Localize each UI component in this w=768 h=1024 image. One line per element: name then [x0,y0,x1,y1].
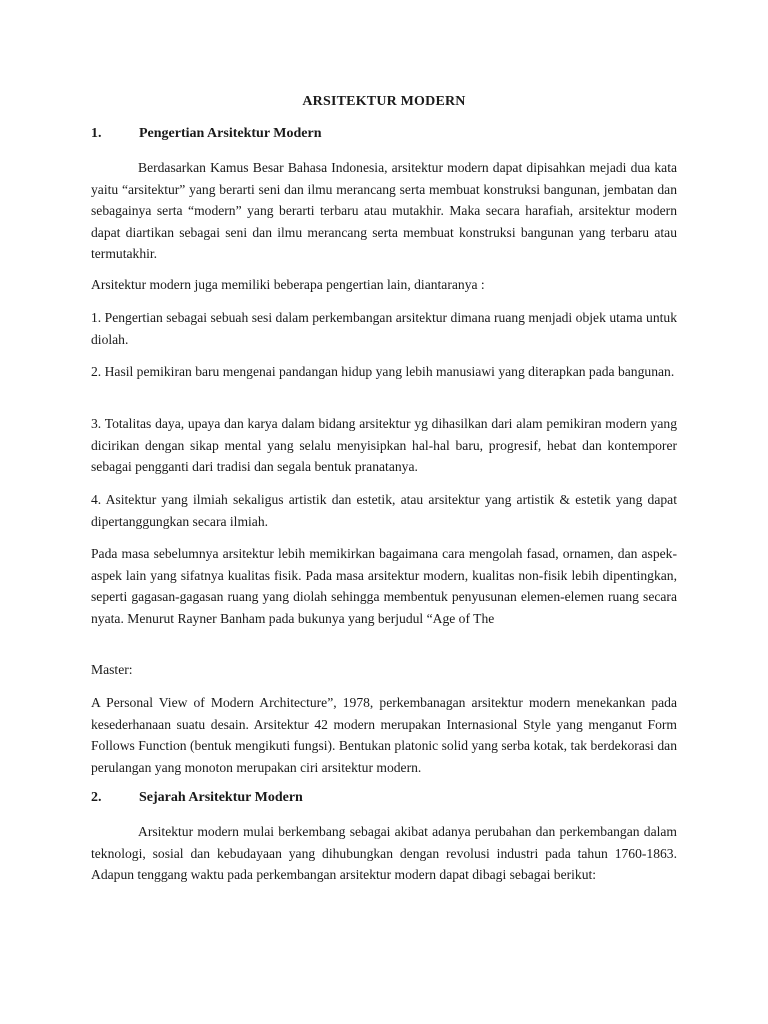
list-item-1: 1. Pengertian sebagai sebuah sesi dalam perkembangan arsitektur dimana ruang menjadi objek utama untuk diolah. [91,310,677,347]
paragraph-personal-view: A Personal View of Modern Architecture”, 1978, perkembanagan arsitektur modern menekankan pada kesederhanaan suatu desain. Arsitektur 42 modern merupakan Internasional Style yang menganut Form Follows Function (bentuk mengikuti fungsi). Bentukan platonic solid yang serba kotak, tak berdekorasi dan perulangan yang monoton merupakan ciri arsitektur modern. [91,695,677,775]
paragraph-other-definitions: Arsitektur modern juga memiliki beberapa pengertian lain, diantaranya : [91,277,485,292]
document-title: ARSITEKTUR MODERN [302,94,466,109]
paragraph-definition: Berdasarkan Kamus Besar Bahasa Indonesia, arsitektur modern dapat dipisahkan mejadi dua kata yaitu “arsitektur” yang berarti seni dan ilmu merancang serta membuat konstruksi bangunan, jembatan dan sebagainya serta “modern” yang berarti terbaru atau mutakhir. Maka secara harafiah, arsitektur modern dapat diartikan sebagai seni dan ilmu merancang serta membuat konstruksi bangunan yang terbaru atau termutakhir. [91,160,677,261]
paragraph-past-architecture: Pada masa sebelumnya arsitektur lebih memikirkan bagaimana cara mengolah fasad, ornamen, dan aspek-aspek lain yang sifatnya kualitas fisik. Pada masa arsitektur modern, kualitas non-fisik lebih dipentingkan, seperti gagasan-gagasan ruang yang diolah sehingga membentuk penyusunan elemen-elemen ruang secara nyata. Menurut Rayner Banham pada bukunya yang berjudul “Age of The [91,546,677,626]
section-title: Pengertian Arsitektur Modern [139,126,322,141]
section-heading-2 [91,790,303,806]
section-number: 1. [91,126,102,141]
list-item-4: 4. Asitektur yang ilmiah sekaligus artistik dan estetik, atau arsitektur yang artistik & estetik yang dapat dipertanggungkan secara ilmiah. [91,492,677,529]
paragraph-master: Master: [91,662,133,677]
section-heading-1 [91,126,322,142]
list-item-3: 3. Totalitas daya, upaya dan karya dalam bidang arsitektur yg dihasilkan dari alam pemikiran modern yang dicirikan dengan sikap mental yang selalu menyisipkan hal-hal baru, progresif, hebat dan kontemporer sebagai pengganti dari tradisi dan segala bentuk pranatanya. [91,416,677,474]
paragraph-history: Arsitektur modern mulai berkembang sebagai akibat adanya perubahan dan perkembangan dalam teknologi, sosial dan kebudayaan yang dihubungkan dengan revolusi industri pada tahun 1760-1863. Adapun tenggang waktu pada perkembangan arsitektur modern dapat dibagi sebagai berikut: [91,824,677,882]
list-item-2: 2. Hasil pemikiran baru mengenai pandangan hidup yang lebih manusiawi yang diterapkan pada bangunan. [91,364,675,379]
section-number: 2. [91,790,102,805]
section-title: Sejarah Arsitektur Modern [139,790,303,805]
